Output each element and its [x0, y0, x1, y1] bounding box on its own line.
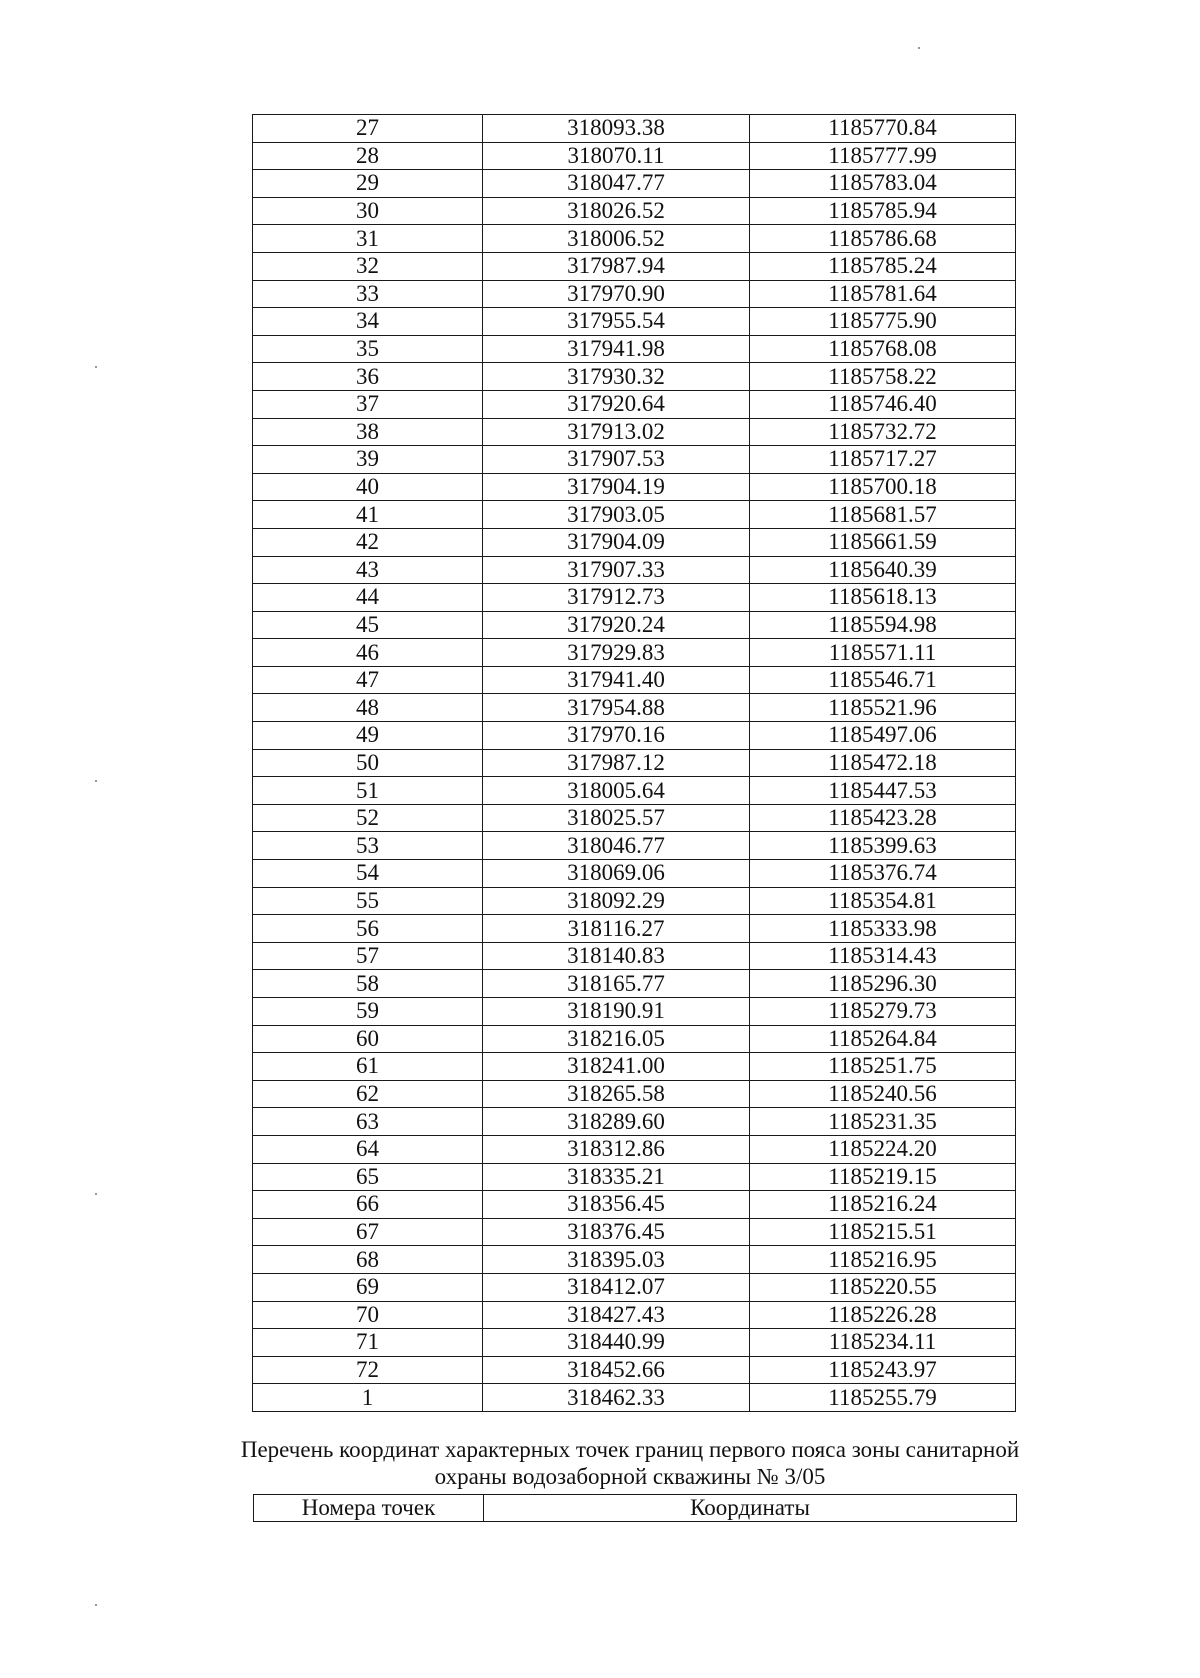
point-number-cell: 64: [253, 1135, 483, 1163]
table-row: [253, 252, 1016, 280]
x-coordinate-cell: 317941.98: [483, 335, 750, 363]
table-row: [253, 142, 1016, 170]
y-coordinate-cell: 1185746.40: [750, 390, 1016, 418]
y-coordinate-cell: 1185781.64: [750, 280, 1016, 308]
point-number-cell: 62: [253, 1080, 483, 1108]
point-number-cell: 50: [253, 749, 483, 777]
table-row: [253, 418, 1016, 446]
y-coordinate-cell: 1185732.72: [750, 418, 1016, 446]
y-coordinate-cell: 1185618.13: [750, 584, 1016, 612]
x-coordinate-cell: 317904.09: [483, 528, 750, 556]
y-coordinate-cell: 1185279.73: [750, 998, 1016, 1026]
table-row: [253, 1246, 1016, 1274]
x-coordinate-cell: 317907.33: [483, 556, 750, 584]
x-coordinate-cell: 317907.53: [483, 446, 750, 474]
y-coordinate-cell: 1185314.43: [750, 942, 1016, 970]
x-coordinate-cell: 318092.29: [483, 887, 750, 915]
point-number-cell: 30: [253, 197, 483, 225]
table-row: [253, 1273, 1016, 1301]
x-coordinate-cell: 318005.64: [483, 777, 750, 805]
y-coordinate-cell: 1185333.98: [750, 915, 1016, 943]
point-number-cell: 58: [253, 970, 483, 998]
y-coordinate-cell: 1185447.53: [750, 777, 1016, 805]
next-coordinates-table-header: [253, 1494, 1017, 1522]
table-row: [253, 1108, 1016, 1136]
caption-line-2: охраны водозаборной скважины № 3/05: [434, 1464, 826, 1489]
coordinates-table-body: [253, 115, 1016, 1412]
point-number-cell: 36: [253, 363, 483, 391]
table-row: [253, 363, 1016, 391]
point-number-cell: 39: [253, 446, 483, 474]
y-coordinate-cell: 1185700.18: [750, 473, 1016, 501]
x-coordinate-cell: 318312.86: [483, 1135, 750, 1163]
x-coordinate-cell: 317903.05: [483, 501, 750, 529]
point-number-cell: 27: [253, 115, 483, 143]
point-number-cell: 35: [253, 335, 483, 363]
y-coordinate-cell: 1185472.18: [750, 749, 1016, 777]
point-number-cell: 65: [253, 1163, 483, 1191]
y-coordinate-cell: 1185354.81: [750, 887, 1016, 915]
y-coordinate-cell: 1185216.24: [750, 1191, 1016, 1219]
point-number-cell: 33: [253, 280, 483, 308]
y-coordinate-cell: 1185681.57: [750, 501, 1016, 529]
table-row: [253, 335, 1016, 363]
point-number-cell: 52: [253, 804, 483, 832]
y-coordinate-cell: 1185215.51: [750, 1218, 1016, 1246]
x-coordinate-cell: 318265.58: [483, 1080, 750, 1108]
point-number-cell: 29: [253, 170, 483, 198]
x-coordinate-cell: 317987.12: [483, 749, 750, 777]
x-coordinate-cell: 317929.83: [483, 639, 750, 667]
x-coordinate-cell: 318069.06: [483, 860, 750, 888]
point-number-cell: 70: [253, 1301, 483, 1329]
y-coordinate-cell: 1185661.59: [750, 528, 1016, 556]
x-coordinate-cell: 318025.57: [483, 804, 750, 832]
y-coordinate-cell: 1185594.98: [750, 611, 1016, 639]
point-number-cell: 53: [253, 832, 483, 860]
table-row: [253, 804, 1016, 832]
x-coordinate-cell: 318395.03: [483, 1246, 750, 1274]
header-coordinates: Координаты: [484, 1495, 1017, 1522]
point-number-cell: 72: [253, 1356, 483, 1384]
y-coordinate-cell: 1185231.35: [750, 1108, 1016, 1136]
y-coordinate-cell: 1185399.63: [750, 832, 1016, 860]
y-coordinate-cell: 1185640.39: [750, 556, 1016, 584]
y-coordinate-cell: 1185234.11: [750, 1329, 1016, 1357]
x-coordinate-cell: 317912.73: [483, 584, 750, 612]
x-coordinate-cell: 318241.00: [483, 1053, 750, 1081]
point-number-cell: 49: [253, 722, 483, 750]
point-number-cell: 71: [253, 1329, 483, 1357]
x-coordinate-cell: 317987.94: [483, 252, 750, 280]
table-row: [253, 1218, 1016, 1246]
point-number-cell: 41: [253, 501, 483, 529]
x-coordinate-cell: 318046.77: [483, 832, 750, 860]
x-coordinate-cell: 318006.52: [483, 225, 750, 253]
point-number-cell: 34: [253, 308, 483, 336]
table-row: [253, 473, 1016, 501]
x-coordinate-cell: 317970.90: [483, 280, 750, 308]
section-caption: [190, 1436, 1070, 1490]
table-row: [253, 998, 1016, 1026]
point-number-cell: 43: [253, 556, 483, 584]
y-coordinate-cell: 1185219.15: [750, 1163, 1016, 1191]
table-row: [253, 197, 1016, 225]
x-coordinate-cell: 317920.24: [483, 611, 750, 639]
x-coordinate-cell: 318093.38: [483, 115, 750, 143]
y-coordinate-cell: 1185717.27: [750, 446, 1016, 474]
scan-speck: [95, 780, 97, 782]
y-coordinate-cell: 1185264.84: [750, 1025, 1016, 1053]
y-coordinate-cell: 1185216.95: [750, 1246, 1016, 1274]
x-coordinate-cell: 317954.88: [483, 694, 750, 722]
table-row: [253, 390, 1016, 418]
header-row: [254, 1495, 1017, 1522]
x-coordinate-cell: 318335.21: [483, 1163, 750, 1191]
table-row: [253, 722, 1016, 750]
point-number-cell: 57: [253, 942, 483, 970]
point-number-cell: 1: [253, 1384, 483, 1412]
point-number-cell: 42: [253, 528, 483, 556]
table-row: [253, 832, 1016, 860]
y-coordinate-cell: 1185546.71: [750, 666, 1016, 694]
table-row: [253, 501, 1016, 529]
scan-speck: [95, 1193, 97, 1195]
table-row: [253, 308, 1016, 336]
y-coordinate-cell: 1185497.06: [750, 722, 1016, 750]
x-coordinate-cell: 318165.77: [483, 970, 750, 998]
x-coordinate-cell: 318026.52: [483, 197, 750, 225]
table-row: [253, 170, 1016, 198]
y-coordinate-cell: 1185220.55: [750, 1273, 1016, 1301]
caption-line-1: Перечень координат характерных точек границ первого пояса зоны санитарной: [240, 1437, 1020, 1462]
point-number-cell: 55: [253, 887, 483, 915]
x-coordinate-cell: 318440.99: [483, 1329, 750, 1357]
point-number-cell: 63: [253, 1108, 483, 1136]
point-number-cell: 68: [253, 1246, 483, 1274]
point-number-cell: 67: [253, 1218, 483, 1246]
table-row: [253, 446, 1016, 474]
table-row: [253, 1053, 1016, 1081]
y-coordinate-cell: 1185255.79: [750, 1384, 1016, 1412]
x-coordinate-cell: 318452.66: [483, 1356, 750, 1384]
x-coordinate-cell: 318356.45: [483, 1191, 750, 1219]
y-coordinate-cell: 1185775.90: [750, 308, 1016, 336]
x-coordinate-cell: 318462.33: [483, 1384, 750, 1412]
point-number-cell: 32: [253, 252, 483, 280]
point-number-cell: 66: [253, 1191, 483, 1219]
x-coordinate-cell: 318376.45: [483, 1218, 750, 1246]
table-row: [253, 1301, 1016, 1329]
point-number-cell: 37: [253, 390, 483, 418]
x-coordinate-cell: 318427.43: [483, 1301, 750, 1329]
table-row: [253, 1329, 1016, 1357]
table-row: [253, 1135, 1016, 1163]
table-row: [253, 777, 1016, 805]
table-row: [253, 115, 1016, 143]
x-coordinate-cell: 317941.40: [483, 666, 750, 694]
y-coordinate-cell: 1185521.96: [750, 694, 1016, 722]
table-row: [253, 1080, 1016, 1108]
point-number-cell: 69: [253, 1273, 483, 1301]
point-number-cell: 59: [253, 998, 483, 1026]
y-coordinate-cell: 1185226.28: [750, 1301, 1016, 1329]
x-coordinate-cell: 318289.60: [483, 1108, 750, 1136]
table-row: [253, 1384, 1016, 1412]
table-row: [253, 225, 1016, 253]
point-number-cell: 28: [253, 142, 483, 170]
y-coordinate-cell: 1185240.56: [750, 1080, 1016, 1108]
point-number-cell: 31: [253, 225, 483, 253]
x-coordinate-cell: 318116.27: [483, 915, 750, 943]
y-coordinate-cell: 1185243.97: [750, 1356, 1016, 1384]
y-coordinate-cell: 1185785.94: [750, 197, 1016, 225]
point-number-cell: 45: [253, 611, 483, 639]
x-coordinate-cell: 317920.64: [483, 390, 750, 418]
table-row: [253, 915, 1016, 943]
table-row: [253, 1356, 1016, 1384]
x-coordinate-cell: 318070.11: [483, 142, 750, 170]
scan-speck: [918, 47, 920, 49]
table-row: [253, 749, 1016, 777]
table-row: [253, 556, 1016, 584]
y-coordinate-cell: 1185758.22: [750, 363, 1016, 391]
x-coordinate-cell: 318140.83: [483, 942, 750, 970]
x-coordinate-cell: 318216.05: [483, 1025, 750, 1053]
table-row: [253, 584, 1016, 612]
point-number-cell: 40: [253, 473, 483, 501]
y-coordinate-cell: 1185423.28: [750, 804, 1016, 832]
x-coordinate-cell: 318047.77: [483, 170, 750, 198]
y-coordinate-cell: 1185251.75: [750, 1053, 1016, 1081]
y-coordinate-cell: 1185224.20: [750, 1135, 1016, 1163]
point-number-cell: 54: [253, 860, 483, 888]
x-coordinate-cell: 318190.91: [483, 998, 750, 1026]
table-row: [253, 611, 1016, 639]
y-coordinate-cell: 1185785.24: [750, 252, 1016, 280]
table-row: [253, 666, 1016, 694]
y-coordinate-cell: 1185786.68: [750, 225, 1016, 253]
point-number-cell: 48: [253, 694, 483, 722]
y-coordinate-cell: 1185571.11: [750, 639, 1016, 667]
table-row: [253, 1025, 1016, 1053]
point-number-cell: 38: [253, 418, 483, 446]
table-row: [253, 694, 1016, 722]
x-coordinate-cell: 317930.32: [483, 363, 750, 391]
y-coordinate-cell: 1185783.04: [750, 170, 1016, 198]
table-row: [253, 1163, 1016, 1191]
scan-speck: [95, 1604, 97, 1606]
x-coordinate-cell: 318412.07: [483, 1273, 750, 1301]
x-coordinate-cell: 317970.16: [483, 722, 750, 750]
table-row: [253, 860, 1016, 888]
point-number-cell: 46: [253, 639, 483, 667]
table-row: [253, 1191, 1016, 1219]
y-coordinate-cell: 1185296.30: [750, 970, 1016, 998]
y-coordinate-cell: 1185770.84: [750, 115, 1016, 143]
x-coordinate-cell: 317913.02: [483, 418, 750, 446]
table-row: [253, 942, 1016, 970]
table-row: [253, 280, 1016, 308]
y-coordinate-cell: 1185777.99: [750, 142, 1016, 170]
point-number-cell: 61: [253, 1053, 483, 1081]
scan-speck: [95, 366, 97, 368]
point-number-cell: 60: [253, 1025, 483, 1053]
x-coordinate-cell: 317904.19: [483, 473, 750, 501]
table-row: [253, 528, 1016, 556]
point-number-cell: 56: [253, 915, 483, 943]
table-row: [253, 887, 1016, 915]
x-coordinate-cell: 317955.54: [483, 308, 750, 336]
y-coordinate-cell: 1185376.74: [750, 860, 1016, 888]
table-row: [253, 970, 1016, 998]
coordinates-table: [252, 114, 1016, 1412]
header-point-numbers: Номера точек: [254, 1495, 484, 1522]
table-row: [253, 639, 1016, 667]
point-number-cell: 44: [253, 584, 483, 612]
point-number-cell: 51: [253, 777, 483, 805]
y-coordinate-cell: 1185768.08: [750, 335, 1016, 363]
point-number-cell: 47: [253, 666, 483, 694]
